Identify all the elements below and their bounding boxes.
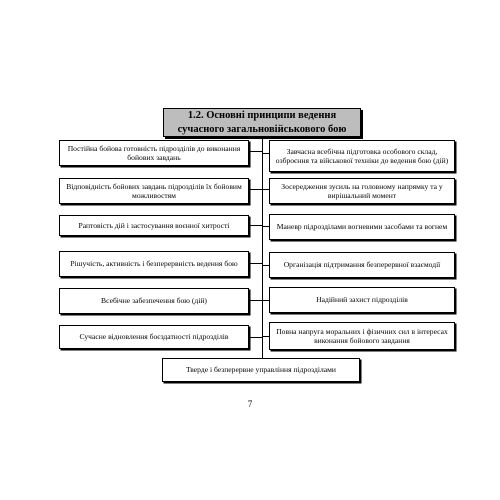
principle-box-right-1 bbox=[269, 140, 455, 172]
principle-box-right-3 bbox=[269, 214, 455, 240]
trunk-line bbox=[262, 137, 263, 359]
diagram-title bbox=[163, 108, 361, 137]
principle-box-left-4 bbox=[59, 251, 249, 277]
principle-box-bottom bbox=[162, 358, 360, 382]
principle-box-left-1 bbox=[59, 140, 249, 166]
diagram-title-line-1: 1.2. Основні принципи ведення bbox=[187, 110, 337, 122]
principle-box-left-6 bbox=[59, 325, 249, 349]
principle-text: Повна напруга моральних і фізичних сил в інтересах виконання бойового завдання bbox=[276, 326, 448, 345]
connector-right-6 bbox=[262, 336, 269, 337]
principle-text: Раптовість дій і застосування воєнної хитрості bbox=[78, 220, 230, 230]
principle-box-left-5 bbox=[59, 288, 249, 314]
principle-text: Маневр підрозділами вогневими засобами та вогнем bbox=[276, 222, 448, 232]
principle-box-right-2 bbox=[269, 178, 455, 204]
principle-text: Зосередження зусиль на головному напрямку та у вирішальний момент bbox=[281, 181, 443, 200]
principle-text: Постійна бойова готовність підрозділів до виконання бойових завдань bbox=[67, 143, 241, 162]
principle-text: Рішучість, активність і безперервність ведення бою bbox=[70, 259, 238, 269]
principle-box-left-2 bbox=[59, 178, 249, 204]
connector-left-2 bbox=[249, 189, 263, 190]
principle-text: Надійний захист підрозділів bbox=[316, 295, 408, 305]
connector-right-3 bbox=[262, 226, 269, 227]
principle-text: Тверде і безперервне управління підрозділами bbox=[186, 365, 336, 375]
diagram-title-line-2: сучасного загальновійськового бою bbox=[177, 123, 347, 135]
principle-text: Сучасне відновлення боєздатності підрозділів bbox=[79, 332, 229, 342]
connector-left-6 bbox=[249, 337, 263, 338]
connector-right-4 bbox=[262, 265, 269, 266]
principle-box-left-3 bbox=[59, 215, 249, 236]
connector-right-1 bbox=[262, 153, 269, 154]
principle-box-right-4 bbox=[269, 252, 455, 278]
principle-text: Всебічне забезпечення бою (дій) bbox=[101, 296, 207, 306]
principle-text: Організація підтримання безперервної взаємодії bbox=[283, 260, 441, 270]
page-number: 7 bbox=[247, 399, 253, 409]
connector-right-2 bbox=[262, 189, 269, 190]
principle-box-right-5 bbox=[269, 287, 455, 313]
connector-right-5 bbox=[262, 300, 269, 301]
principle-text: Відповідність бойових завдань підрозділів їх бойовим можливостям bbox=[66, 181, 242, 200]
connector-left-1 bbox=[249, 151, 263, 152]
connector-left-4 bbox=[249, 263, 263, 264]
connector-left-3 bbox=[249, 225, 263, 226]
principle-box-right-6 bbox=[269, 322, 455, 350]
connector-left-5 bbox=[249, 300, 263, 301]
principle-text: Завчасна всебічна підготовка особового склад, озброєння та військової техніки до ведення бою (дій) bbox=[275, 146, 449, 165]
